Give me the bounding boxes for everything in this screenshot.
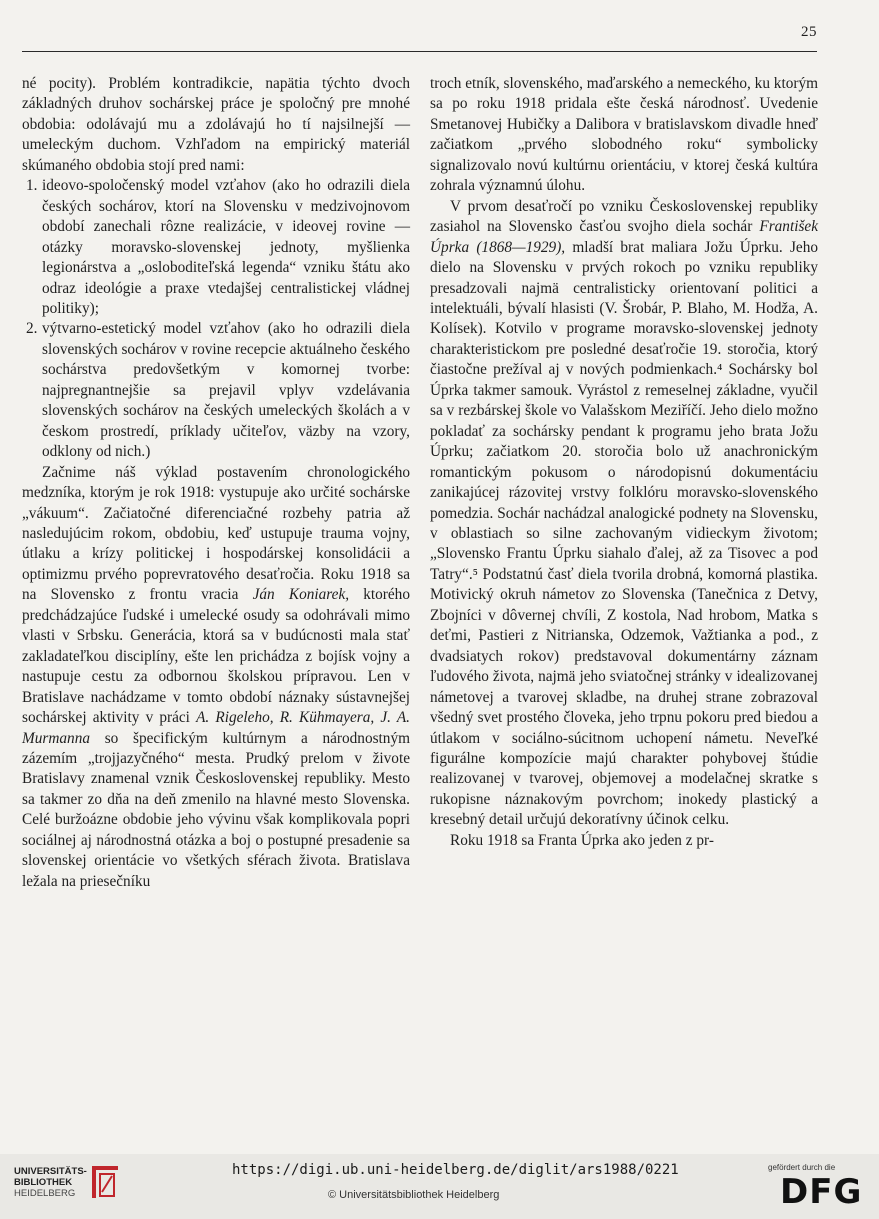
person-name: A. Rigeleho, R. Kühmayera, J. A. Murmanna bbox=[22, 709, 410, 747]
permalink-url[interactable]: https://digi.ub.uni-heidelberg.de/diglit/ars1988/0221 bbox=[232, 1162, 679, 1178]
person-name: Ján Koniarek, bbox=[252, 586, 350, 604]
paragraph bbox=[22, 463, 410, 893]
text-run: V prvom desaťročí po vzniku Československej republiky zasiahol na Slovensko časťou svojho diela sochár bbox=[430, 197, 818, 236]
logo-line: HEIDELBERG bbox=[14, 1188, 76, 1199]
footer-bar bbox=[0, 1154, 879, 1219]
person-name: František Úprka (1868—1929), bbox=[430, 218, 818, 256]
list-item-text: výtvarno-estetický model vzťahov (ako ho odrazili diela slovenských sochárov v rovine recepcie aktuálneho českého sochárstva predovšetkým v komornej tvorbe: najpregnantnejšie sa prejavil vplyv vzdelávania slovenských sochárov na českých umeleckých školách a v českom prostredí, príklady učiteľov, väzby na vzory, odklony od nich.) bbox=[42, 320, 410, 461]
paragraph: né pocity). Problém kontradikcie, napätia týchto dvoch základných druhov sochárskej práce je spoločný pre mnohé obdobia: odolávajú mu a zdolávajú ho tí najsilnejší — umeleckým duchom. Vzhľadom na empirický materiál skúmaného obdobia stojí pred nami: bbox=[22, 75, 410, 174]
library-emblem-icon bbox=[88, 1162, 122, 1202]
list-number: 2. bbox=[26, 320, 38, 338]
text-run: ktorého predchádzajúce ľudské i umelecké osudy sa odohrávali mimo vlasti v Srbsku. Generácia, ktorá sa v budúcnosti mala stať zakladateľkou disciplíny, ešte len prichádza z bojísk vojny a nastupuje cestu za odbornou školskou prípravou. Len v Bratislave nachádzame v tomto období náznaky sústavnejšej sochárskej aktivity v práci bbox=[22, 586, 410, 727]
funded-by-label: gefördert durch die bbox=[768, 1163, 836, 1172]
page-number: 25 bbox=[801, 24, 817, 40]
list-item bbox=[22, 319, 410, 462]
dfg-logo[interactable]: DFG bbox=[780, 1172, 863, 1212]
numbered-list bbox=[22, 176, 410, 462]
right-column bbox=[430, 74, 818, 851]
library-logo[interactable] bbox=[14, 1166, 87, 1199]
paragraph: Roku 1918 sa Franta Úprka ako jeden z pr- bbox=[450, 831, 714, 849]
paragraph: troch etník, slovenského, maďarského a nemeckého, ku ktorým sa po roku 1918 pridala ešte česká národnosť. Uvedenie Smetanovej Hubičky a Dalibora v bratislavskom divadle hneď začiatkom „prvého slobodného roku“ symbolicky signalizovalo novú kultúrnu orientáciu, v ktorej česká kultúra zohrala významnú úlohu. bbox=[430, 75, 818, 195]
left-column bbox=[22, 74, 410, 892]
header-rule bbox=[22, 51, 817, 52]
list-item-text: ideovo-spoločenský model vzťahov (ako ho odrazili diela českých sochárov, ktorí na Slovensku v medzivojnovom období zanechali rôzne realizácie, v ideovej rovine — otázky moravsko-slovenskej jednoty, myšlienka legionárstva a „osloboditeľská legenda“ vzniku štátu ako odraz ideológie a praxe vtedajšej centralistickej vládnej politiky); bbox=[42, 177, 410, 317]
copyright-notice: © Universitätsbibliothek Heidelberg bbox=[328, 1189, 500, 1201]
paragraph bbox=[430, 197, 818, 831]
logo-line: UNIVERSITÄTS- bbox=[14, 1166, 87, 1177]
list-item bbox=[22, 176, 410, 319]
text-run: Začnime náš výklad postavením chronologického medzníka, ktorým je rok 1918: vystupuje ako určité sochárske „vákuum“. Začiatočné diferenciačné rozbehy patria až nasledujúcim rokom, obdobiu, keď ustupuje trauma vojny, útlaku a krízy politickej i hospodárskej konsolidácii a optimizmu prvého poprevratového desaťročia. Roku 1918 sa na Slovensko z frontu vracia bbox=[22, 463, 410, 604]
text-run: so špecifickým kultúrnym a národnostným zázemím „trojjazyčného“ mesta. Prudký prelom v živote Bratislavy znamenal vznik Československej republiky. Mesto sa takmer zo dňa na deň zmenilo na hlavné mesto Slovenska. Celé buržoázne obdobie jeho vývinu však komplikovala popri sociálnej aj národnostná otázka a boj o postupné presadenie sa slovenskej orientácie vo všetkých sférach života. Bratislava ležala na priesečníku bbox=[22, 729, 410, 890]
list-number: 1. bbox=[26, 177, 38, 195]
text-run: mladší brat maliara Jožu Úprku. Jeho dielo na Slovensku v prvých rokoch po vzniku republiky presadzovali najmä centralisticky orientovaní politici a intelektuáli, bývalí hlasisti (V. Šrobár, P. Blaho, M. Hodža, A. Kolísek). Kotvilo v programe moravsko-slovenskej jednoty charakteristickom pre posledné desaťročie 19. storočia, ktorý čiastočne prežíval aj v nových podmienkach.⁴ Sochársky bol Úprka takmer samouk. Vyrástol z remeselnej základne, vyučil sa v rezbárskej škole vo Valašskom Meziříčí. Jeho dielo možno pokladať za sochársky pendant k programu jeho brata Jožu Úprku; začiatkom 20. storočia bolo už anachronickým romantickým pokusom o národopisnú dokumentáciu zanikajúcej rázovitej vrstvy folklóru moravsko-slovenského pomedzia. Sochár nachádzal analogické podnety na Slovensku, v oblastiach so silne zachovaným vidieckym životom; „Slovensko Frantu Úprku siahalo ďalej, až za Tisovec a pod Tatry“.⁵ Podstatnú časť diela tvorila drobná, komorná plastika. Motivický okruh námetov zo Slovenska (Tanečnica z Detvy, Zbojníci v dôvernej chvíli, Z kostola, Nad hrobom, Matka s deťmi, Pastieri z Nitrianska, Odzemok, Važtianka a pod., z dvadsiatych rokov) predstavoval dokumentárny záznam ľudového života, najmä jeho sviatočnej stránky v idealizovanej námetovej a tvarovej skladbe, na druhej strane zobrazoval všedný svet prostého človeka, jeho trpnu pokoru pred biedou a útlakom v sociálno-súcitnom uchopení námetu. Neveľké figurálne kompozície majú charakter pohybovej štúdie realizovanej v tvarovej, objemovej a modelačnej skratke s rukopisne náznakovým povrchom; inokedy plastický a kresebný detail určujú dekoratívny účinok celku. bbox=[430, 238, 818, 829]
logo-line: BIBLIOTHEK bbox=[14, 1177, 73, 1188]
